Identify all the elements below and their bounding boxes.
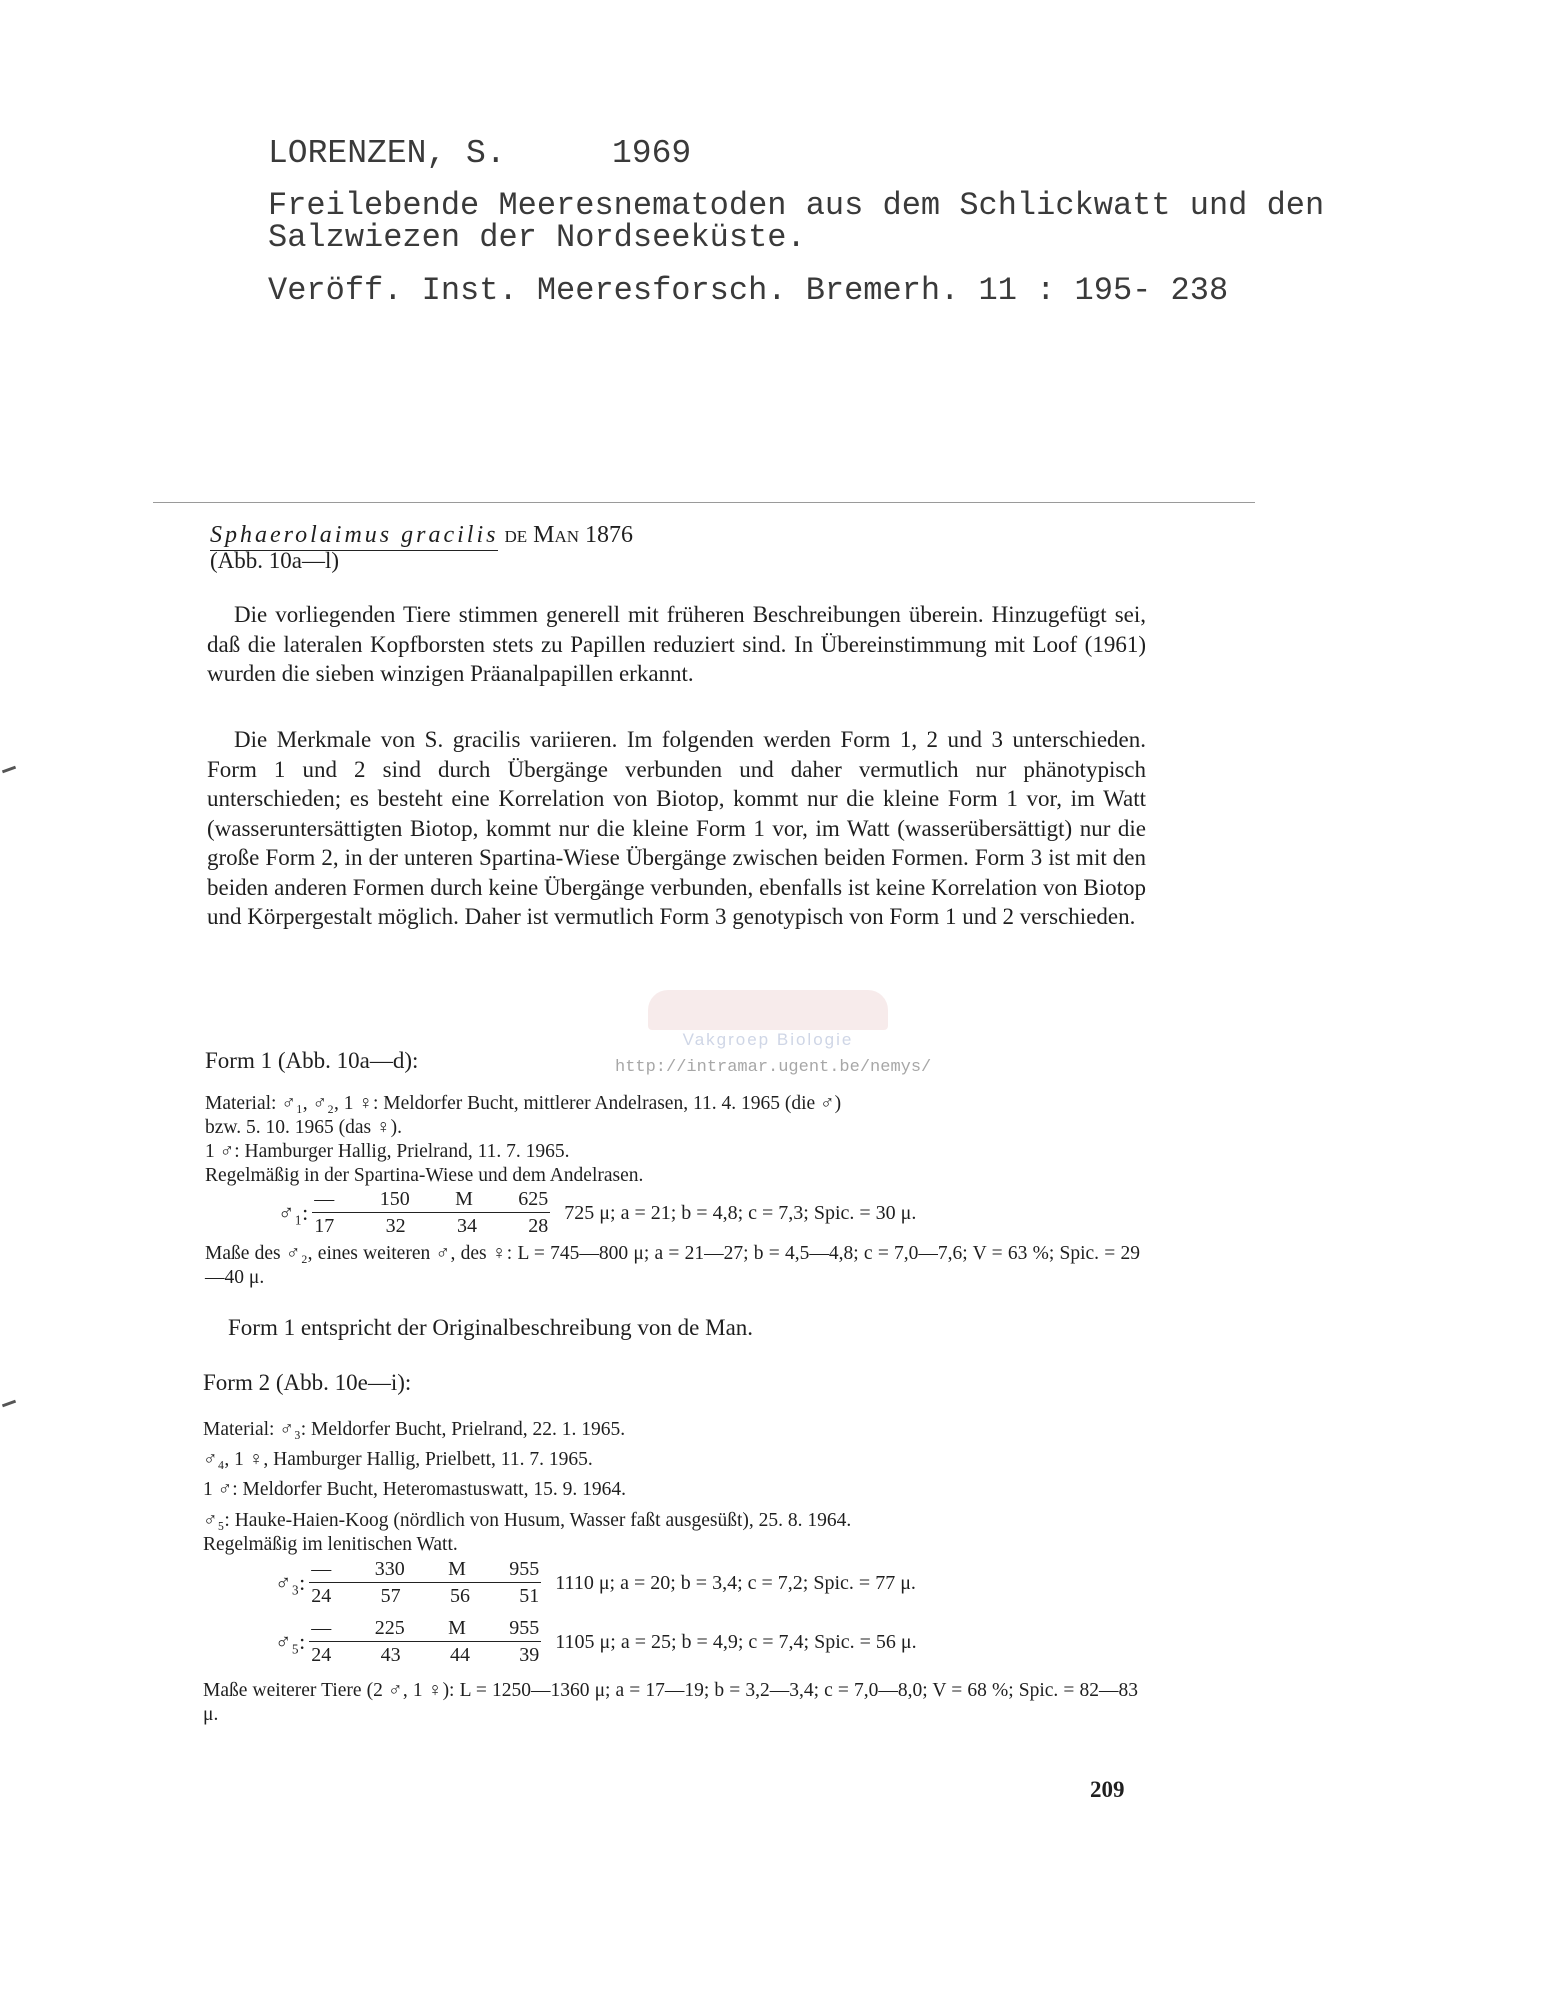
formula-num: — (314, 1188, 335, 1210)
form1-material-line2: bzw. 5. 10. 1965 (das ♀). (205, 1117, 402, 1138)
formula-num: — (311, 1558, 332, 1580)
watermark-url: http://intramar.ugent.be/nemys/ (615, 1058, 932, 1077)
form1-formula (278, 1188, 916, 1238)
citation-year: 1969 (612, 135, 692, 172)
margin-mark (2, 766, 16, 774)
form1-heading: Form 1 (Abb. 10a—d): (205, 1048, 419, 1073)
formula-fraction (309, 1558, 541, 1608)
formula-num: 225 (374, 1617, 405, 1639)
form2-heading: Form 2 (Abb. 10e—i): (203, 1370, 412, 1395)
citation-title (268, 187, 1325, 256)
form2-material-line2: ♂₄, 1 ♀, Hamburger Hallig, Prielbett, 11. 7. 1965. (203, 1449, 593, 1470)
form1-material-line4: Regelmäßig in der Spartina-Wiese und dem Andelrasen. (205, 1165, 644, 1186)
formula-num: 150 (379, 1188, 410, 1210)
page-number: 209 (1090, 1777, 1125, 1802)
formula-den: 44 (449, 1644, 470, 1666)
formula-fraction (312, 1188, 550, 1238)
formula-values: 1105 μ; a = 25; b = 4,9; c = 7,4; Spic. = 56 μ. (555, 1630, 917, 1653)
species-year: 1876 (585, 522, 634, 548)
formula-num: M (455, 1188, 473, 1210)
formula-den: 28 (528, 1215, 549, 1237)
form2-formula-a (275, 1558, 916, 1608)
formula-den: 17 (314, 1215, 335, 1237)
formula-num: M (448, 1558, 466, 1580)
form2-formula-b (275, 1617, 917, 1667)
form1-note: Form 1 entspricht der Originalbeschreibung von de Man. (228, 1315, 754, 1340)
formula-values: 725 μ; a = 21; b = 4,8; c = 7,3; Spic. = 30 μ. (564, 1201, 917, 1224)
formula-den: 24 (311, 1585, 332, 1607)
formula-num: 955 (509, 1558, 540, 1580)
formula-den: 39 (519, 1644, 540, 1666)
formula-den: 51 (519, 1585, 540, 1607)
formula-symbol: ♂₅: (275, 1629, 306, 1654)
citation-title-line1: Freilebende Meeresnematoden aus dem Schlickwatt und den (268, 187, 1325, 224)
species-author-prefix: de (504, 522, 528, 548)
form2-material-line3: 1 ♂: Meldorfer Bucht, Heteromastuswatt, 15. 9. 1964. (203, 1479, 626, 1500)
form2-material-line5: Regelmäßig im lenitischen Watt. (203, 1534, 458, 1555)
form2-material-line1: Material: ♂₃: Meldorfer Bucht, Prielrand, 22. 1. 1965. (203, 1419, 626, 1440)
citation-title-line2: Salzwiezen der Nordseeküste. (268, 219, 806, 256)
formula-den: 24 (311, 1644, 332, 1666)
formula-symbol: ♂₃: (275, 1570, 306, 1595)
citation-author: LORENZEN, S. (268, 135, 506, 172)
paragraph-1: Die vorliegenden Tiere stimmen generell mit früheren Beschreibungen überein. Hinzugefügt sei, daß die lateralen Kopfborsten stets zu Papillen reduziert sind. In Übereinstimmung mit Loof (1961) wurden die sieben winzigen Präanalpapillen erkannt. (207, 602, 1146, 686)
formula-num: 955 (509, 1617, 540, 1639)
form2-measures: Maße weiterer Tiere (2 ♂, 1 ♀): L = 1250—1360 μ; a = 17—19; b = 3,2—3,4; c = 7,0—8,0; V = 68 %; Spic. = 82—83 μ. (203, 1680, 1138, 1725)
formula-den: 57 (380, 1585, 401, 1607)
separator-rule (153, 502, 1255, 503)
formula-fraction (309, 1617, 541, 1667)
watermark-label: Vakgroep Biologie (682, 1030, 854, 1049)
formula-num: 330 (374, 1558, 405, 1580)
form1-material-line3: 1 ♂: Hamburger Hallig, Prielrand, 11. 7. 1965. (205, 1141, 570, 1162)
formula-den: 43 (380, 1644, 401, 1666)
form1-material-line1: Material: ♂₁, ♂₂, 1 ♀: Meldorfer Bucht, mittlerer Andelrasen, 11. 4. 1965 (die ♂) (205, 1093, 842, 1114)
citation-source: Veröff. Inst. Meeresforsch. Bremerh. 11 : 195- 238 (268, 272, 1229, 309)
formula-num: M (448, 1617, 466, 1639)
formula-symbol: ♂₁: (278, 1200, 309, 1225)
formula-den: 32 (385, 1215, 406, 1237)
watermark-shape (648, 990, 888, 1030)
figure-reference: (Abb. 10a—l) (210, 548, 340, 573)
margin-mark (2, 1400, 16, 1408)
species-name: Sphaerolaimus gracilis (210, 522, 498, 551)
formula-den: 34 (456, 1215, 477, 1237)
formula-num: 625 (518, 1188, 549, 1210)
species-author: Man (533, 522, 580, 548)
species-heading (210, 522, 633, 549)
form2-material-line4: ♂₅: Hauke-Haien-Koog (nördlich von Husum, Wasser faßt ausgesüßt), 25. 8. 1964. (203, 1510, 852, 1531)
formula-values: 1110 μ; a = 20; b = 3,4; c = 7,2; Spic. = 77 μ. (555, 1571, 916, 1594)
formula-num: — (311, 1617, 332, 1639)
paragraph-2: Die Merkmale von S. gracilis variieren. Im folgenden werden Form 1, 2 und 3 unterschieden. Form 1 und 2 sind durch Übergänge verbunden und daher vermutlich nur phänotypisch unterschieden; es besteht eine Korrelation von Biotop, kommt nur die kleine Form 1 vor, im Watt (wasseruntersättigten Biotop, kommt nur die kleine Form 1 vor, im Watt (wasserübersättigt) nur die große Form 2, in der unteren Spartina-Wiese Übergänge zwischen beiden Formen. Form 3 ist mit den beiden anderen Formen durch keine Übergänge verbunden, ebenfalls ist keine Korrelation von Biotop und Körpergestalt möglich. Daher ist vermutlich Form 3 genotypisch von Form 1 und 2 verschieden. (207, 727, 1146, 929)
formula-den: 56 (449, 1585, 470, 1607)
form1-measures: Maße des ♂₂, eines weiteren ♂, des ♀: L = 745—800 μ; a = 21—27; b = 4,5—4,8; c = 7,0—7,6; V = 63 %; Spic. = 29—40 μ. (205, 1243, 1140, 1288)
